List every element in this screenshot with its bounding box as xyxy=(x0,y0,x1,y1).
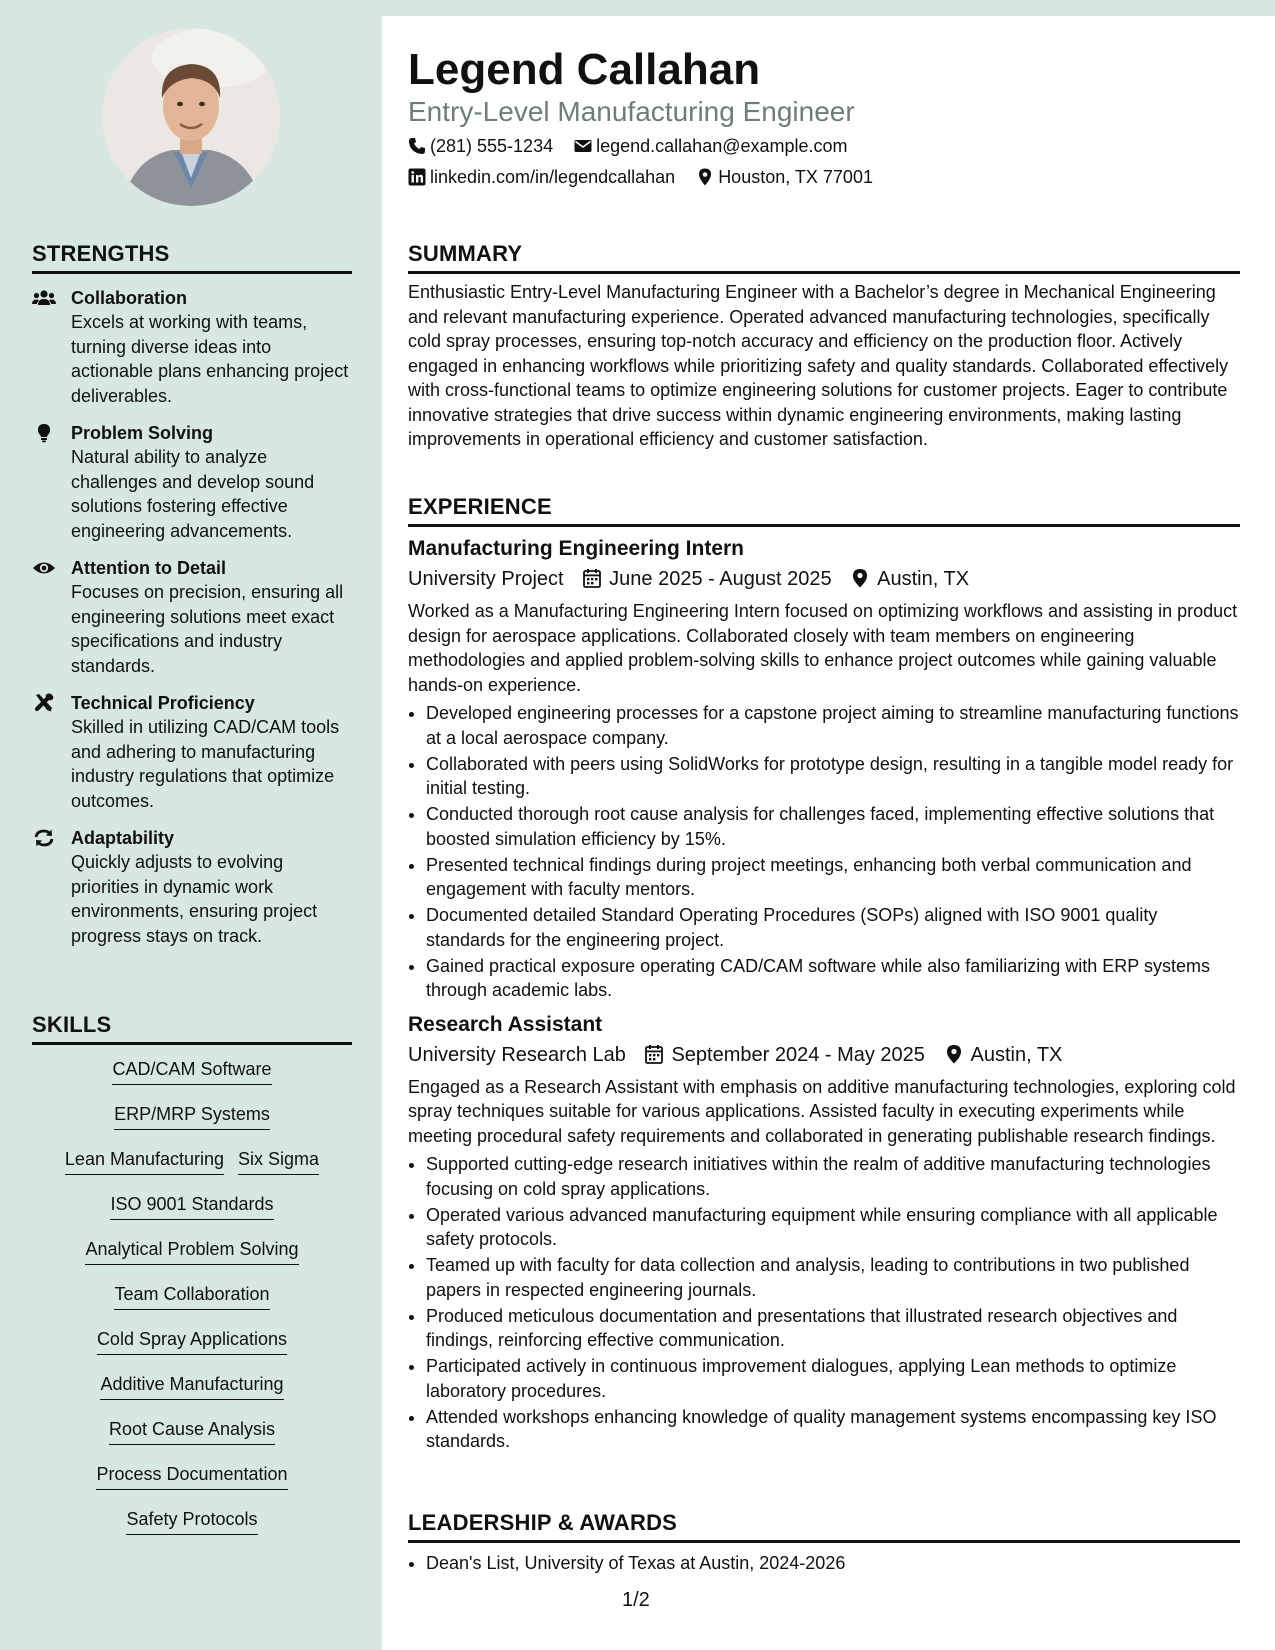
job-location-text: Austin, TX xyxy=(877,568,970,590)
phone-contact xyxy=(408,134,553,158)
phone-text: (281) 555-1234 xyxy=(430,136,554,156)
profile-photo xyxy=(102,28,280,206)
strength-name: Technical Proficiency xyxy=(71,693,255,713)
skill-tag: Analytical Problem Solving xyxy=(85,1237,298,1265)
skill-tag: Lean Manufacturing xyxy=(65,1147,224,1175)
skill-tag: Six Sigma xyxy=(238,1147,319,1175)
skills-heading: SKILLS xyxy=(32,1012,352,1045)
skill-tag: CAD/CAM Software xyxy=(112,1057,271,1085)
users-icon xyxy=(32,288,56,308)
job-location xyxy=(851,565,969,593)
strength-description: Excels at working with teams, turning diverse ideas into actionable plans enhancing project deliverables. xyxy=(71,312,349,406)
job-entry xyxy=(408,535,1240,1003)
skill-tag: Team Collaboration xyxy=(114,1282,269,1310)
sidebar xyxy=(0,0,382,1650)
linkedin-icon xyxy=(408,168,426,186)
email-text[interactable]: legend.callahan@example.com xyxy=(596,136,848,156)
job-entry xyxy=(408,1011,1240,1454)
strength-item xyxy=(32,691,352,813)
job-bullet: • Developed engineering processes for a capstone project aiming to streamline manufacturing functions at a local aerospace company. xyxy=(426,701,1240,750)
map-pin-icon xyxy=(696,168,714,186)
job-location-text: Austin, TX xyxy=(970,1043,1063,1066)
job-description: Engaged as a Research Assistant with emphasis on additive manufacturing technologies, exploring cold spray techniques suitable for various applications. Assisted faculty in executing experiments while meeting procedural safety requirements and collaborated in generating publishable research findings. xyxy=(408,1076,1236,1146)
skills-list xyxy=(32,1057,352,1552)
job-bullet: • Participated actively in continuous improvement dialogues, applying Lean methods to optimize laboratory procedures. xyxy=(426,1354,1240,1403)
skill-tag: Process Documentation xyxy=(96,1462,287,1490)
job-role: Research Assistant xyxy=(408,1012,603,1036)
strength-description: Focuses on precision, ensuring all engineering solutions meet exact specifications and industry standards. xyxy=(71,582,344,676)
job-bullet: • Documented detailed Standard Operating Procedures (SOPs) aligned with ISO 9001 quality standards for the engineering project. xyxy=(426,903,1240,952)
job-bullet: • Teamed up with faculty for data collection and analysis, leading to contributions in two published papers in respected engineering journals. xyxy=(426,1253,1240,1302)
skill-tag: Safety Protocols xyxy=(126,1507,257,1535)
strength-name: Problem Solving xyxy=(71,423,214,443)
strength-name: Attention to Detail xyxy=(71,558,226,578)
linkedin-contact[interactable] xyxy=(408,165,675,189)
strength-description: Natural ability to analyze challenges and develop sound solutions fostering effective engineering advancements. xyxy=(71,447,315,541)
job-bullet: • Presented technical findings during project meetings, enhancing both verbal communication and engagement with faculty mentors. xyxy=(426,853,1240,902)
strength-item xyxy=(32,556,352,678)
strength-description: Skilled in utilizing CAD/CAM tools and adhering to manufacturing industry regulations that optimize outcomes. xyxy=(71,717,340,811)
leadership-section xyxy=(408,1510,1240,1577)
main-column xyxy=(382,16,1275,1650)
strengths-section xyxy=(32,241,352,948)
strength-item xyxy=(32,286,352,408)
job-role: Manufacturing Engineering Intern xyxy=(408,537,745,560)
skill-tag: Additive Manufacturing xyxy=(100,1372,283,1400)
strength-item xyxy=(32,826,352,948)
calendar-icon xyxy=(583,568,601,588)
job-dates xyxy=(645,1041,925,1069)
tools-icon xyxy=(32,693,56,713)
map-pin-icon xyxy=(945,1044,963,1064)
job-meta xyxy=(408,565,1240,593)
skills-section xyxy=(32,1012,352,1552)
phone-icon xyxy=(408,137,426,155)
experience-section xyxy=(408,494,1240,1455)
job-meta xyxy=(408,1041,1240,1069)
job-org: University Project xyxy=(408,568,564,590)
job-bullet: • Gained practical exposure operating CAD/CAM software while also familiarizing with ERP systems through academic labs. xyxy=(426,954,1240,1003)
contact-row xyxy=(408,134,864,158)
email-icon xyxy=(574,137,592,155)
page-number: 1/2 xyxy=(622,1589,650,1611)
job-bullet: • Conducted thorough root cause analysis for challenges faced, implementing effective solutions that boosted simulation efficiency by 15%. xyxy=(426,802,1240,851)
eye-icon xyxy=(32,558,56,578)
email-contact[interactable] xyxy=(574,134,847,158)
skill-tag: ERP/MRP Systems xyxy=(114,1102,270,1130)
strength-description: Quickly adjusts to evolving priorities in dynamic work environments, ensuring project progress stays on track. xyxy=(71,852,318,946)
summary-text: Enthusiastic Entry-Level Manufacturing Engineer with a Bachelor’s degree in Mechanical Engineering and relevant manufacturing experience. Operated advanced manufacturing technologies, specifically cold spray processes, ensuring top-notch accuracy and efficiency on the production floor. Actively engaged in enhancing workflows while prioritizing safety and quality standards. Collaborated effectively with cross-functional teams to optimize engineering solutions for customer projects. Eager to contribute innovative strategies that drive success within dynamic engineering environments, making lasting improvements in operational efficiency and customer satisfaction. xyxy=(408,282,1229,449)
location-contact xyxy=(696,165,873,189)
job-bullet: • Collaborated with peers using SolidWorks for prototype design, resulting in a tangible model ready for initial testing. xyxy=(426,752,1240,801)
job-title-header: Entry-Level Manufacturing Engineer xyxy=(408,96,855,127)
job-location xyxy=(945,1041,1063,1069)
strengths-heading: STRENGTHS xyxy=(32,241,352,274)
job-bullet: • Produced meticulous documentation and presentations that illustrated research objectives and findings, reinforcing effective communication. xyxy=(426,1304,1240,1353)
strength-name: Adaptability xyxy=(71,828,175,848)
job-dates xyxy=(583,565,831,593)
sync-icon xyxy=(32,828,56,848)
job-bullet: • Attended workshops enhancing knowledge of quality management systems encompassing key ISO standards. xyxy=(426,1405,1240,1454)
top-accent-band xyxy=(382,0,1275,16)
lightbulb-icon xyxy=(32,423,56,443)
job-description: Worked as a Manufacturing Engineering Intern focused on optimizing workflows and assisting in product design for aerospace applications. Collaborated closely with team members on engineering methodologies and applied problem-solving skills to enhance project outcomes while gaining valuable hands-on experience. xyxy=(408,601,1238,695)
location-text: Houston, TX 77001 xyxy=(718,167,873,187)
job-bullet: • Supported cutting-edge research initiatives within the realm of additive manufacturing technologies focusing on cold spray applications. xyxy=(426,1152,1240,1201)
skill-tag: Cold Spray Applications xyxy=(97,1327,287,1355)
strength-item xyxy=(32,421,352,543)
map-pin-icon xyxy=(851,568,869,588)
summary-section xyxy=(408,241,1240,452)
calendar-icon xyxy=(645,1044,663,1064)
skill-tag: ISO 9001 Standards xyxy=(110,1192,273,1220)
experience-heading: EXPERIENCE xyxy=(408,494,1240,527)
summary-heading: SUMMARY xyxy=(408,241,1240,274)
job-bullets xyxy=(408,1152,1240,1454)
leadership-heading: LEADERSHIP & AWARDS xyxy=(408,1510,1240,1543)
job-org: University Research Lab xyxy=(408,1043,626,1066)
job-bullet: • Operated various advanced manufacturing equipment while ensuring compliance with all applicable safety protocols. xyxy=(426,1203,1240,1252)
candidate-name: Legend Callahan xyxy=(408,45,761,94)
job-bullets xyxy=(408,701,1240,1003)
skill-tag: Root Cause Analysis xyxy=(109,1417,275,1445)
leadership-list xyxy=(408,1551,1240,1576)
job-dates-text: September 2024 - May 2025 xyxy=(671,1043,925,1066)
job-dates-text: June 2025 - August 2025 xyxy=(609,568,832,590)
strength-name: Collaboration xyxy=(71,288,187,308)
linkedin-text[interactable]: linkedin.com/in/legendcallahan xyxy=(430,167,676,187)
award-item: • Dean's List, University of Texas at Austin, 2024-2026 xyxy=(426,1551,1240,1576)
contact-row xyxy=(408,165,889,189)
